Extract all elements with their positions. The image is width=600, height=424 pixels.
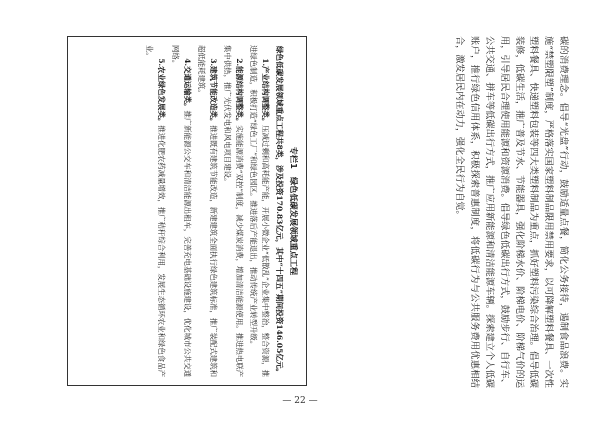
rotated-content [16, 16, 584, 408]
box-item-label: 1.产业结构调整类。 [261, 58, 270, 126]
page-number: — 22 — [282, 396, 318, 406]
box-heading: 绿色低碳发展领域重点工程共8类，涉及投资170.83亿元，其中“十四五”期间投资146.05亿元。 [275, 45, 284, 377]
box-item-text: 推进既有建筑节能改造，新建建筑全面执行绿色建筑标准，推广装配式建筑和超低能耗建筑。 [197, 45, 218, 377]
box-item-label: 3.建筑节能改造类。 [209, 58, 218, 126]
box-item [143, 45, 167, 377]
sidebar-box [67, 36, 307, 386]
box-item-label: 2.能源结构调整类。 [235, 58, 244, 126]
body-text [452, 36, 570, 388]
box-item-label: 5.农业绿色发展类。 [157, 58, 166, 126]
box-item-label: 4.交通运输类。 [183, 58, 192, 111]
box-item [169, 45, 193, 377]
box-item [195, 45, 219, 377]
box-title: 专栏1 绿色低碳发展领域重点工程 [289, 146, 299, 276]
box-item-text: 推进化肥农药减量增效，推广秸秆综合利用，发展生态循环农业和绿色食品产业。 [145, 45, 166, 377]
box-item-text: 压减过剩和高耗能产能，开展小微企业“低散乱”企业集中整治，整合资源，推进绿色制造，积极打造“绿色工厂”和绿色园区。推进落后产能退出，推动传统产业转型升级。 [249, 45, 270, 378]
box-item [221, 45, 245, 377]
box-item-text: 推广新能源公交车和清洁能源出租车，完善充电基础设施建设，优化城市公共交通网络。 [171, 45, 192, 377]
main-paragraph: 碳的消费理念。倡导“光盘”行动，鼓励适量点餐，简化公务接待，遏制食品浪费。实施“禁塑限塑”制度，严格落实国家塑料制品限用禁用要求，以可降解塑料餐具、一次性塑料餐具、快递塑料包装等四大类塑料制品为重点，抓好塑料污染综合治理。倡导低碳装修，低碳生活，推广普及节水、节能器具，强化阶梯水价、阶梯电价、阶梯气价的运用，引导居民合理使用能源和资源消费。倡导绿色低碳出行方式，鼓励步行、自行车、公共交通、拼车等低碳出行方式，推广应用新能源和清洁能源车辆。探索建立个人低碳账户，推行绿色信用体系，积极探索普惠制度，将低碳行为与公共服务费用优惠相结合，激发居民内在动力，强化全民行为自觉。 [454, 36, 569, 388]
box-item-text: 实施能源消费“双控”制度，减少煤炭消费，增加清洁能源使用。推进热电联产集中供热，推广光伏发电和风电项目建设。 [223, 45, 244, 378]
box-item [247, 45, 271, 377]
